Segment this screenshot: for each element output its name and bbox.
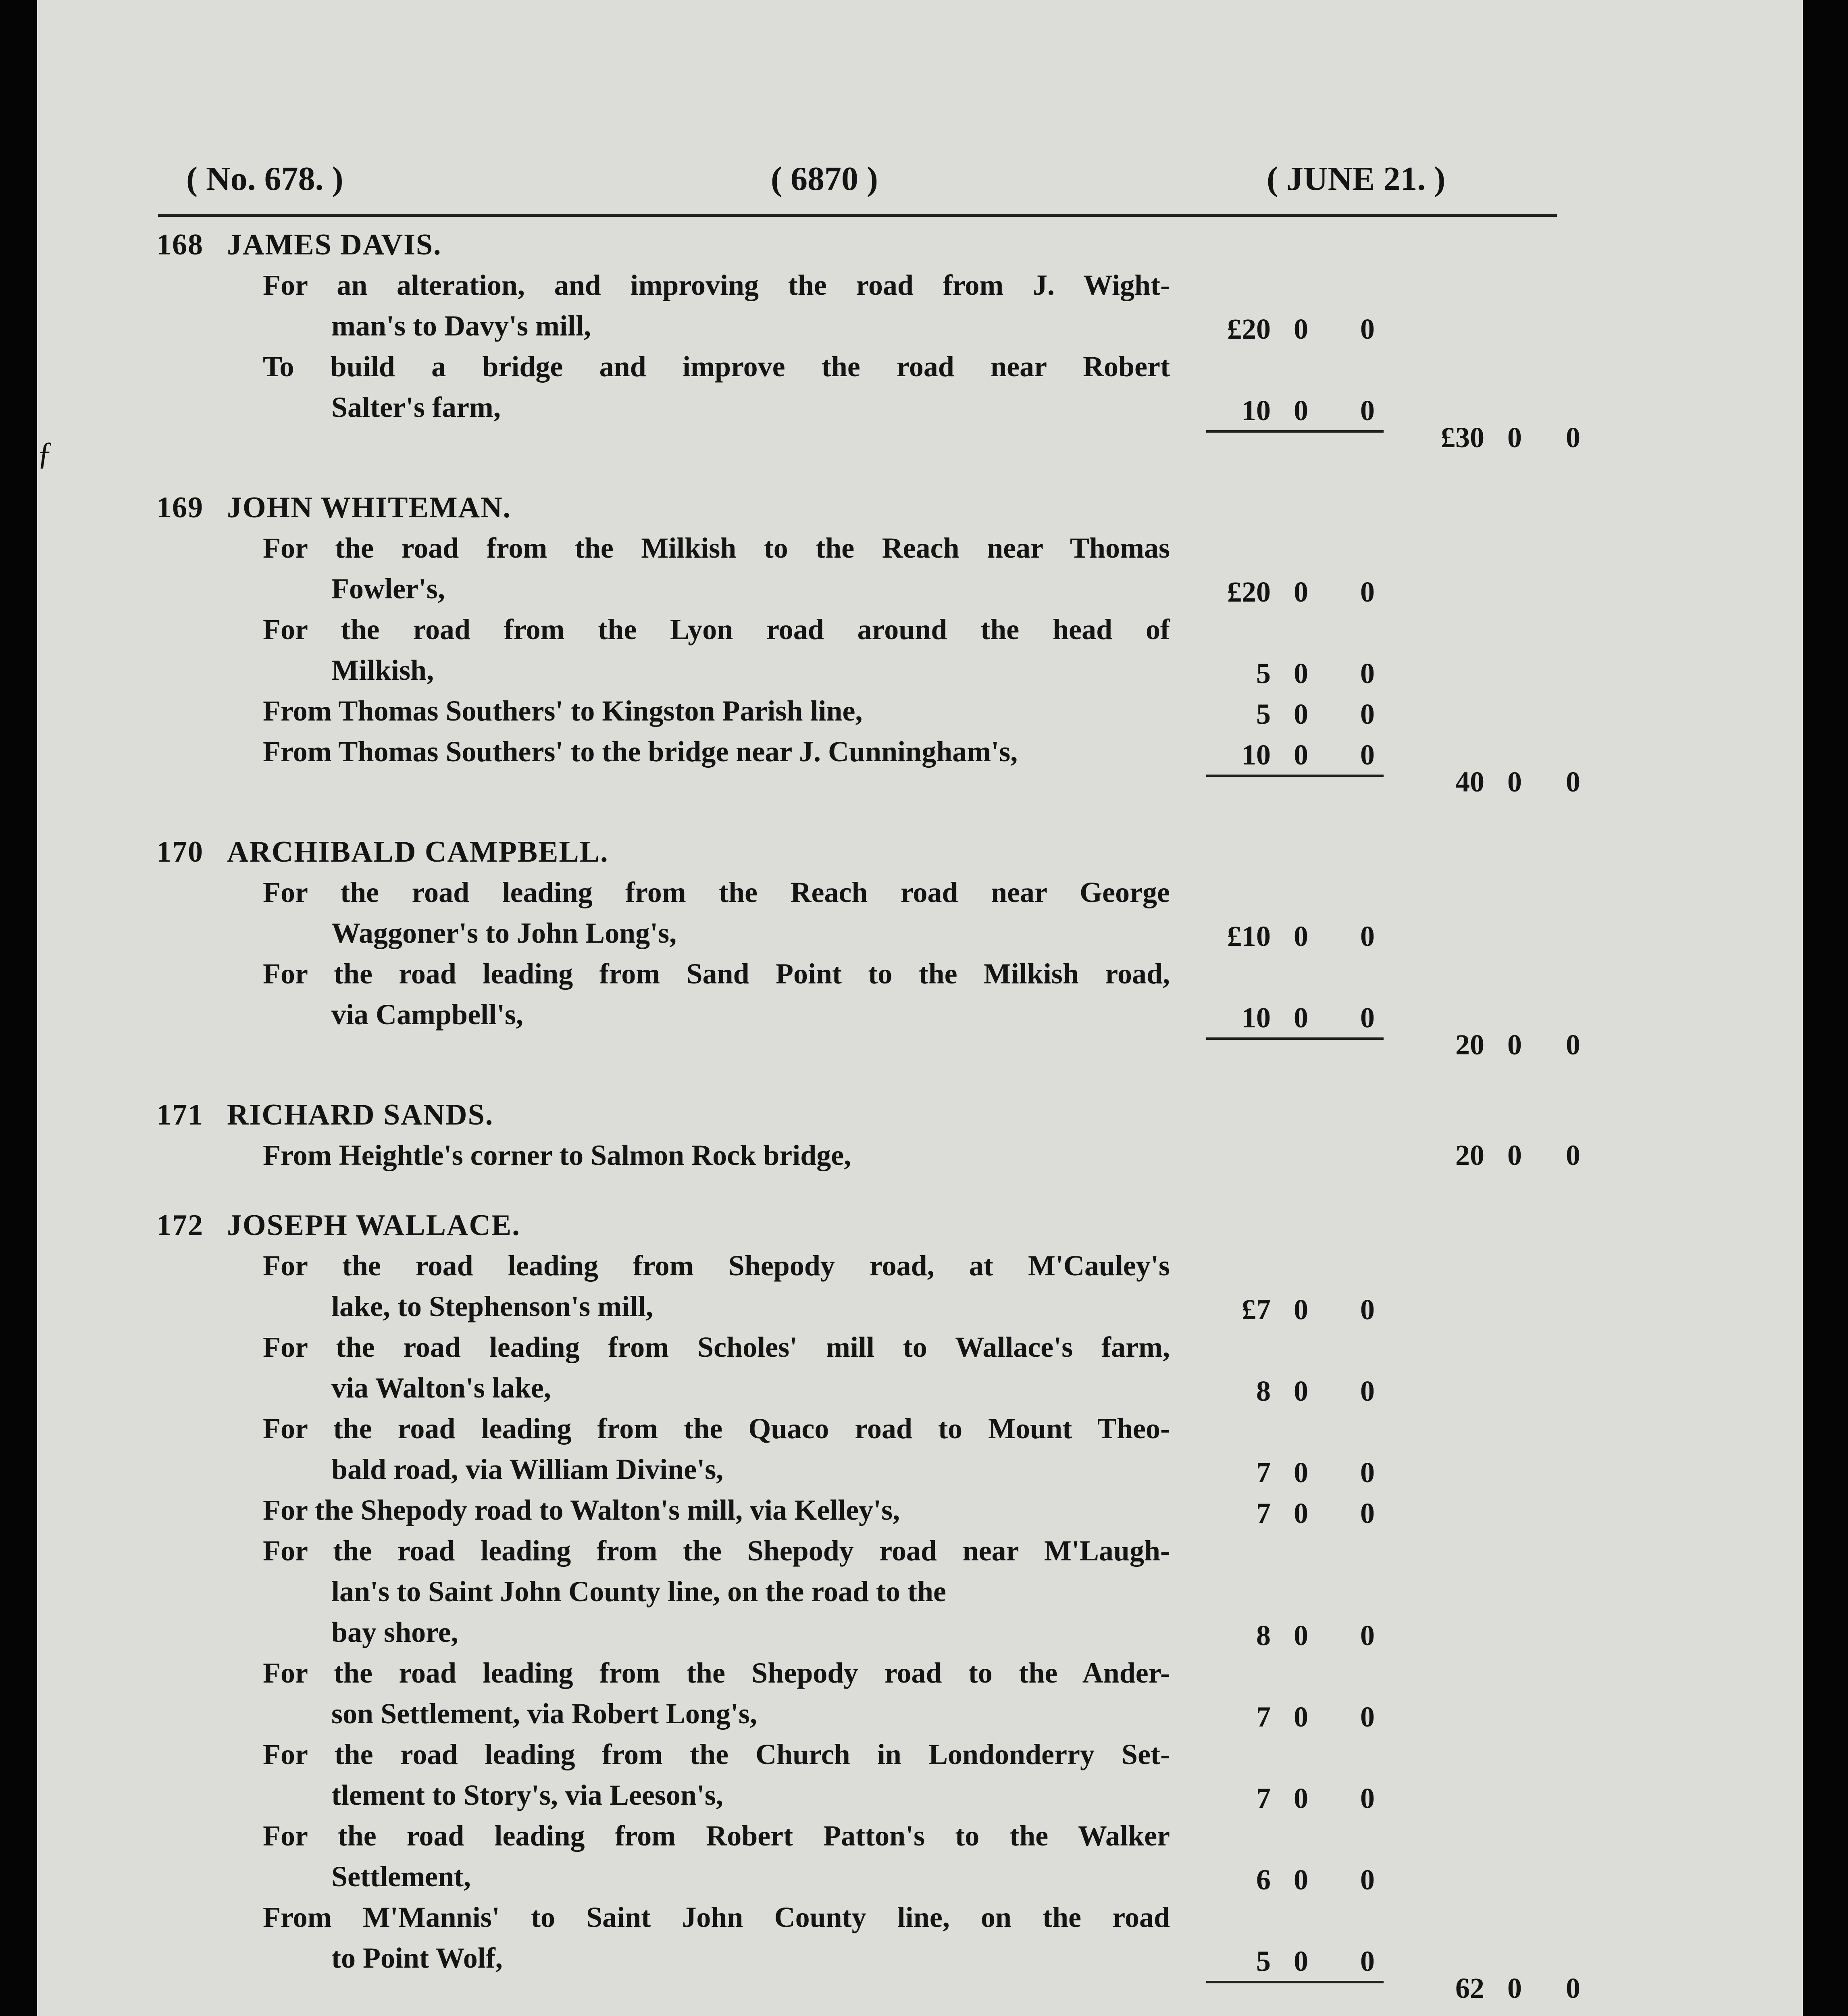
item-amount-pence: 0	[1360, 657, 1375, 689]
entry-total	[1347, 1028, 1589, 1068]
margin-mark: ƒ	[37, 436, 53, 471]
item-amount	[1174, 920, 1416, 960]
item-amount-pence: 0	[1360, 1497, 1375, 1529]
item-amount-pence: 0	[1360, 1002, 1375, 1034]
item-amount-pence: 0	[1360, 1375, 1375, 1407]
entry-total-pence: 0	[1566, 421, 1580, 454]
item-amount-pounds: 7	[1256, 1456, 1271, 1489]
item-amount	[1174, 1700, 1416, 1741]
item-description: bald road, via William Divine's,	[331, 1453, 724, 1485]
entry-total-shillings: 0	[1507, 1029, 1522, 1061]
item-amount-pounds: 5	[1256, 1945, 1271, 1977]
entry-total-shillings: 0	[1507, 421, 1522, 454]
entry-number: 172	[156, 1209, 204, 1242]
item-amount-pence: 0	[1360, 1456, 1375, 1489]
item-amount-shillings: 0	[1294, 920, 1308, 952]
entry-number: 169	[156, 491, 204, 524]
item-amount-shillings: 0	[1294, 1782, 1308, 1814]
item-amount-pence: 0	[1360, 313, 1375, 345]
item-amount	[1174, 1293, 1416, 1333]
item-amount-pence: 0	[1360, 394, 1375, 427]
item-amount	[1174, 1456, 1416, 1496]
item-amount-shillings: 0	[1294, 1456, 1308, 1489]
item-amount-pounds: 7	[1256, 1701, 1271, 1733]
item-amount-shillings: 0	[1294, 657, 1308, 689]
item-description: From Heightle's corner to Salmon Rock bridge,	[263, 1139, 851, 1171]
item-description: For the road leading from Scholes' mill to Wallace's farm,	[263, 1331, 1170, 1363]
item-description: Waggoner's to John Long's,	[331, 917, 677, 949]
item-amount-shillings: 0	[1294, 1864, 1308, 1896]
item-amount-pence: 0	[1360, 739, 1375, 771]
entry-number: 170	[156, 835, 204, 868]
item-amount-shillings: 0	[1294, 1375, 1308, 1407]
item-amount-pounds: 10	[1242, 394, 1271, 427]
item-description: For the road leading from the Church in Londonderry Set-	[263, 1738, 1170, 1770]
item-amount-shillings: 0	[1294, 576, 1308, 608]
entry-total-pence: 0	[1566, 1029, 1580, 1061]
item-amount-shillings: 0	[1294, 1002, 1308, 1034]
entry-total-pounds: 20	[1455, 1029, 1484, 1061]
item-description: Salter's farm,	[331, 391, 501, 423]
entry-total-pounds: £30	[1441, 421, 1484, 454]
item-amount	[1174, 575, 1416, 616]
item-amount-pence: 0	[1360, 1619, 1375, 1652]
item-amount-pence: 0	[1360, 1701, 1375, 1733]
item-amount-shillings: 0	[1294, 1293, 1308, 1326]
entry-total-shillings: 0	[1507, 1139, 1522, 1171]
entry-number: 171	[156, 1098, 204, 1131]
item-amount-pounds: £10	[1227, 920, 1271, 952]
item-amount-pounds: 6	[1256, 1864, 1271, 1896]
item-description: man's to Davy's mill,	[331, 310, 591, 342]
item-amount-shillings: 0	[1294, 739, 1308, 771]
item-description: Milkish,	[331, 654, 434, 686]
item-description: Fowler's,	[331, 573, 445, 605]
act-number: ( No. 678. )	[186, 160, 343, 198]
item-description: For the road leading from Shepody road, at M'Cauley's	[263, 1250, 1170, 1282]
entry-total-pounds: 62	[1455, 1972, 1484, 2004]
page-number: ( 6870 )	[771, 160, 878, 198]
item-description: son Settlement, via Robert Long's,	[331, 1697, 757, 1730]
item-description: From M'Mannis' to Saint John County line, on the road	[263, 1901, 1170, 1933]
item-amount	[1174, 1619, 1416, 1659]
item-amount-pounds: £20	[1227, 576, 1271, 608]
entry-total-shillings: 0	[1507, 1972, 1522, 2004]
entry-total-pence: 0	[1566, 766, 1580, 798]
header-date: ( JUNE 21. )	[1267, 160, 1446, 198]
entry-total-pence: 0	[1566, 1139, 1580, 1171]
item-amount-pounds: 5	[1256, 698, 1271, 730]
item-description: For an alteration, and improving the road from J. Wight-	[263, 269, 1170, 301]
entry-total	[1347, 421, 1589, 461]
item-amount-pounds: 5	[1256, 657, 1271, 689]
entry-total	[1347, 1972, 1589, 2012]
entry-recipient: JOSEPH WALLACE.	[227, 1209, 520, 1242]
item-amount-pence: 0	[1360, 576, 1375, 608]
item-description: to Point Wolf,	[331, 1942, 503, 1974]
item-amount	[1174, 698, 1416, 738]
item-amount-shillings: 0	[1294, 1497, 1308, 1529]
item-amount-pounds: 10	[1242, 1002, 1271, 1034]
item-description: lake, to Stephenson's mill,	[331, 1290, 653, 1322]
item-amount	[1174, 1497, 1416, 1537]
entry-name	[156, 228, 442, 268]
item-amount-pounds: 10	[1242, 739, 1271, 771]
item-amount-pounds: 8	[1256, 1619, 1271, 1652]
entry-recipient: ARCHIBALD CAMPBELL.	[227, 835, 609, 868]
item-description: lan's to Saint John County line, on the road to the	[331, 1575, 946, 1608]
entry-total-pounds: 40	[1455, 766, 1484, 798]
item-description: via Campbell's,	[331, 998, 524, 1031]
item-amount-pounds: 7	[1256, 1782, 1271, 1814]
document-page	[37, 0, 1803, 2016]
entry-recipient: JOHN WHITEMAN.	[227, 491, 512, 524]
item-description: Settlement,	[331, 1860, 471, 1893]
item-description: via Walton's lake,	[331, 1372, 551, 1404]
item-amount-shillings: 0	[1294, 1619, 1308, 1652]
item-amount-pence: 0	[1360, 1945, 1375, 1977]
item-description: bay shore,	[331, 1616, 458, 1648]
entry-number: 168	[156, 228, 204, 261]
item-amount	[1174, 1782, 1416, 1822]
item-amount-pence: 0	[1360, 1782, 1375, 1814]
item-description: For the road leading from Robert Patton's to the Walker	[263, 1820, 1170, 1852]
item-amount-shillings: 0	[1294, 698, 1308, 730]
item-amount-pounds: £20	[1227, 313, 1271, 345]
item-amount-shillings: 0	[1294, 1945, 1308, 1977]
item-amount-pounds: £7	[1242, 1293, 1271, 1326]
item-amount-shillings: 0	[1294, 1701, 1308, 1733]
item-amount	[1174, 1863, 1416, 1904]
entry-total-pounds: 20	[1455, 1139, 1484, 1171]
entry-name	[156, 1208, 520, 1249]
item-description: From Thomas Southers' to Kingston Parish line,	[263, 695, 863, 727]
item-description: For the road leading from the Shepody road to the Ander-	[263, 1657, 1170, 1689]
item-description: For the road leading from the Quaco road to Mount Theo-	[263, 1412, 1170, 1445]
item-description: For the Shepody road to Walton's mill, via Kelley's,	[263, 1494, 900, 1526]
item-amount-pounds: 7	[1256, 1497, 1271, 1529]
item-amount-pounds: 8	[1256, 1375, 1271, 1407]
item-amount-pence: 0	[1360, 698, 1375, 730]
item-amount	[1174, 1375, 1416, 1415]
item-description: For the road from the Milkish to the Reach near Thomas	[263, 532, 1170, 564]
item-amount-pence: 0	[1360, 1864, 1375, 1896]
entry-name	[156, 491, 511, 531]
item-amount	[1174, 312, 1416, 353]
entry-total-pence: 0	[1566, 1972, 1580, 2004]
entry-total	[1347, 765, 1589, 806]
entry-total-shillings: 0	[1507, 766, 1522, 798]
entry-total	[1347, 1139, 1589, 1179]
item-amount-pence: 0	[1360, 920, 1375, 952]
item-description: tlement to Story's, via Leeson's,	[331, 1779, 723, 1811]
entry-recipient: JAMES DAVIS.	[227, 228, 442, 261]
item-amount-pence: 0	[1360, 1293, 1375, 1326]
item-description: For the road leading from the Shepody road near M'Laugh-	[263, 1535, 1170, 1567]
item-description: For the road from the Lyon road around the head of	[263, 613, 1170, 646]
item-description: For the road leading from the Reach road near George	[263, 876, 1170, 908]
item-amount-shillings: 0	[1294, 394, 1308, 427]
item-amount-shillings: 0	[1294, 313, 1308, 345]
item-description: For the road leading from Sand Point to the Milkish road,	[263, 958, 1170, 990]
item-description: From Thomas Southers' to the bridge near J. Cunningham's,	[263, 735, 1018, 768]
item-amount	[1174, 657, 1416, 697]
entry-name	[156, 1098, 493, 1138]
item-description: To build a bridge and improve the road near Robert	[263, 350, 1170, 383]
entry-recipient: RICHARD SANDS.	[227, 1098, 494, 1131]
entry-name	[156, 835, 609, 875]
appropriation-list	[37, 0, 1803, 2016]
